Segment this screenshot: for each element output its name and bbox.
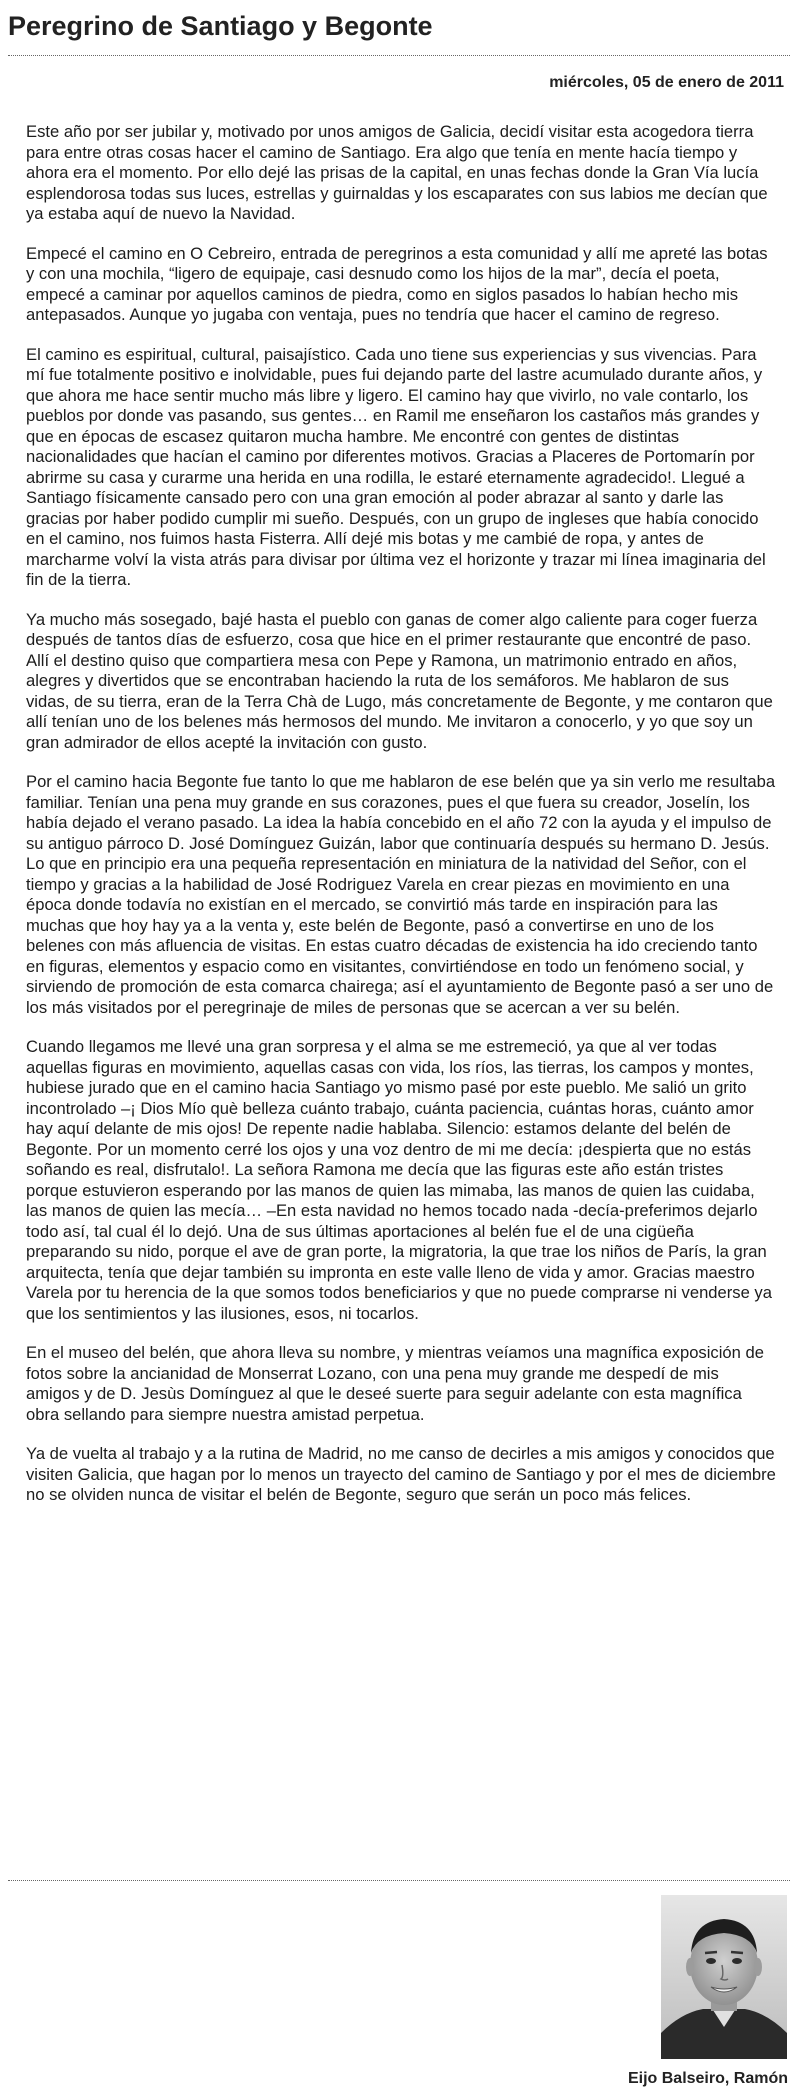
article-paragraph: Ya mucho más sosegado, bajé hasta el pueblo con ganas de comer algo caliente para coger fuerza después de tantos días de esfuerzo, cosa que hice en el primer restaurante que encontré de paso. Allí el destino quiso que compartiera mesa con Pepe y Ramona, un matrimonio entrado en años, alegres y divertidos que se encontraban haciendo la ruta de los semáforos. Me hablaron de sus vidas, de su tierra, eran de la Terra Chà de Lugo, más concretamente de Begonte, y me contaron que allí tenían uno de los belenes más hermosos del mundo. Me invitaron a conocerlo, y yo que soy un gran admirador de ellos acepté la invitación con gusto. [26,609,773,752]
author-portrait-icon [661,1895,787,2059]
article-paragraph: Ya de vuelta al trabajo y a la rutina de Madrid, no me canso de decirles a mis amigos y conocidos que visiten Galicia, que hagan por lo menos un trayecto del camino de Santiago y por el mes de diciembre no se olviden nunca de visitar el belén de Begonte, seguro que serán un poco más felices. [26,1444,776,1504]
article-paragraph: Por el camino hacia Begonte fue tanto lo que me hablaron de ese belén que ya sin verlo me resultaba familiar. Tenían una pena muy grande en sus corazones, pues el que fuera su creador, Joselín, los había dejado el verano pasado. La idea la había concebido en el año 72 con la ayuda y el impulso de su antiguo párroco D. José Domínguez Guizán, labor que continuaría después su hermano D. Jesús. Lo que en principio era una pequeña representación en miniatura de la natividad del Señor, con el tiempo y gracias a la habilidad de José Rodriguez Varela en crear piezas en movimiento en una época donde todavía no existían en el mercado, se convirtió más tarde en inspiración para las muchas que hoy hay ya a la venta y, este belén de Begonte, pasó a convertirse en uno de los belenes con más afluencia de visitas. En estas cuatro décadas de existencia ha ido creciendo tanto en figuras, elementos y espacio como en visitantes, convirtiéndose en todo un fenómeno social, y sirviendo de promoción de esta comarca chairega; así el ayuntamiento de Begonte pasó a ser uno de los más visitados por el peregrinaje de miles de personas que se acercan a ver su belén. [26,772,776,1017]
author-photo [661,1895,787,2059]
page-title: Peregrino de Santiago y Begonte [8,11,433,41]
author-name: Eijo Balseiro, Ramón [627,2070,788,2087]
article-paragraph: Este año por ser jubilar y, motivado por unos amigos de Galicia, decidí visitar esta acogedora tierra para entre otras cosas hacer el camino de Santiago. Era algo que tenía en mente hacía tiempo y ahora era el momento. Por ello dejé las prisas de la capital, en unas fechas donde la Gran Vía lucía esplendorosa todas sus luces, estrellas y guirnaldas y los escaparates con sus labios me decían que ya estaba aquí de nuevo la Navidad. [26,122,768,223]
article-paragraph: Empecé el camino en O Cebreiro, entrada de peregrinos a esta comunidad y allí me apreté las botas y con una mochila, “ligero de equipaje, casi desnudo como los hijos de la mar”, decía el poeta, empecé a caminar por aquellos caminos de piedra, como en siglos pasados lo habían hecho mis antepasados. Aunque yo jugaba con ventaja, pues no tendría que hacer el camino de regreso. [26,243,768,324]
top-divider [8,55,790,56]
article-paragraph: El camino es espiritual, cultural, paisajístico. Cada uno tiene sus experiencias y sus vivencias. Para mí fue totalmente positivo e inolvidable, pues fui dejando parte del lastre acumulado durante años, y que ahora me hace sentir mucho más libre y ligero. El camino hay que vivirlo, no vale contarlo, los pueblos por donde vas pasando, sus gentes… en Ramil me enseñaron los castaños más grandes y que en épocas de escasez quitaron mucha hambre. Me encontré con gentes de distintas nacionalidades que hacían el camino por diferentes motivos. Gracias a Placeres de Portomarín por abrirme su casa y curarme una herida en una rodilla, le estaré eternamente agradecido!. Llegué a Santiago físicamente cansado pero con una gran emoción al poder abrazar al santo y darle las gracias por haber podido cumplir mi sueño. Después, con un grupo de ingleses que había conocido en el camino, nos fuimos hasta Fisterra. Allí dejé mis botas y me cambié de ropa, y antes de marcharme volví la vista atrás para divisar por última vez el horizonte y trazar mi línea imaginaria del fin de la tierra. [26,344,766,589]
bottom-divider [8,1880,790,1881]
article-paragraph: Cuando llegamos me llevé una gran sorpresa y el alma se me estremeció, ya que al ver todas aquellas figuras en movimiento, aquellas casas con vida, los ríos, las tierras, los campos y montes, hubiese jurado que en el camino hacia Santiago yo mismo pasé por este pueblo. Me salió un grito incontrolado –¡ Dios Mío què belleza cuánto trabajo, cuánta paciencia, cuántas horas, cuánto amor hay aquí delante de mis ojos! De repente nadie hablaba. Silencio: estamos delante del belén de Begonte. Por un momento cerré los ojos y una voz dentro de mi me decía: ¡despierta que no estás soñando es real, disfrutalo!. La señora Ramona me decía que las figuras este año están tristes porque estuvieron esperando por las manos de quien las mimaba, las manos de quien las cuidaba, las manos de quien las mecía… –En esta navidad no hemos tocado nada -decía-preferimos dejarlo todo así, tal cual él lo dejó. Una de sus últimas aportaciones al belén fue el de una cigüeña preparando su nido, porque el ave de gran porte, la migratoria, la que trae los niños de París, la gran arquitecta, tenía que dejar también su impronta en este valle lleno de vida y amor. Gracias maestro Varela por tu herencia de la que somos todos beneficiarios y que no puede comprarse ni venderse ya que los sentimientos y las ilusiones, esos, ni tocarlos. [26,1037,772,1323]
article-paragraph: En el museo del belén, que ahora lleva su nombre, y mientras veíamos una magnífica exposición de fotos sobre la ancianidad de Monserrat Lozano, con una pena muy grande me despedí de mis amigos y de D. Jesùs Domínguez al que le deseé suerte para seguir adelante con esta magnífica obra sellando para siempre nuestra amistad perpetua. [26,1343,764,1424]
article-body [26,122,776,1525]
publish-date: miércoles, 05 de enero de 2011 [549,74,784,91]
